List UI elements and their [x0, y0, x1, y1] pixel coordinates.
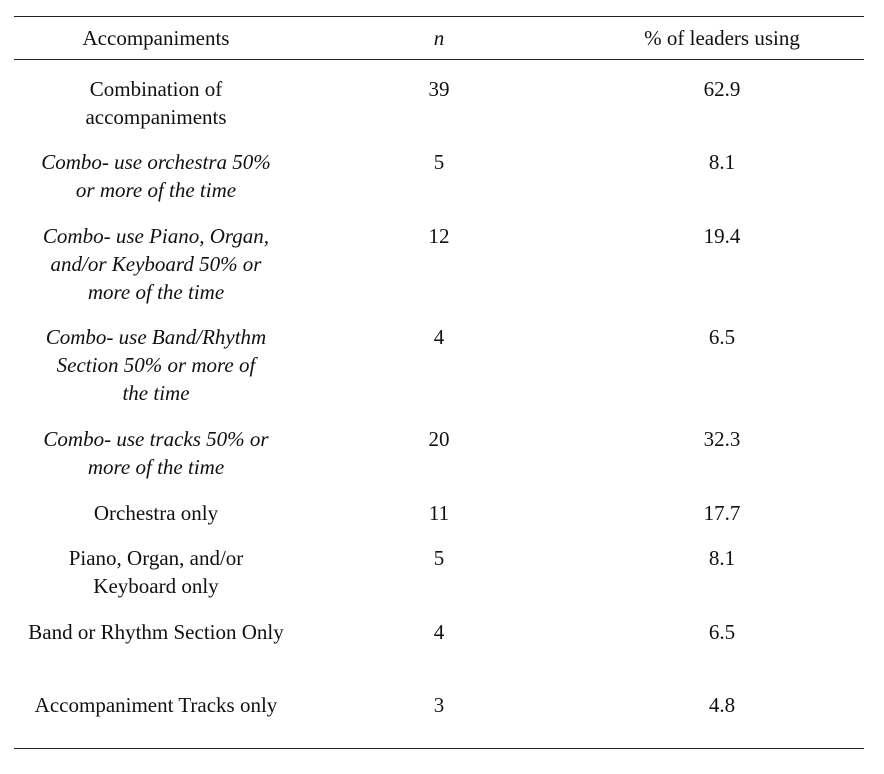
- row-percent: 4.8: [580, 676, 864, 749]
- table-row: [14, 603, 864, 676]
- row-label: Combo- use Band/Rhythm Section 50% or more of the time: [45, 324, 267, 405]
- row-n: 11: [428, 500, 450, 525]
- header-row: [14, 17, 864, 60]
- row-percent: 8.1: [708, 545, 736, 570]
- table-row: [14, 60, 864, 133]
- row-percent: 6.5: [708, 324, 736, 349]
- row-n: 12: [428, 223, 450, 248]
- row-n: 5: [433, 149, 445, 174]
- table-row: [14, 308, 864, 410]
- row-n: 4: [433, 619, 445, 644]
- row-percent: 32.3: [703, 426, 741, 451]
- row-percent: 6.5: [708, 619, 736, 644]
- row-percent: 19.4: [703, 223, 741, 248]
- header-percent: % of leaders using: [580, 17, 864, 60]
- row-percent: 62.9: [703, 77, 741, 101]
- table-row: [14, 484, 864, 529]
- table-row: [14, 676, 864, 749]
- table-row: [14, 410, 864, 484]
- row-label: Combination of accompaniments: [85, 77, 227, 129]
- row-label: Band or Rhythm Section Only: [28, 619, 284, 644]
- header-accompaniments: Accompaniments: [14, 17, 298, 60]
- table-row: [14, 133, 864, 207]
- row-n: 3: [298, 676, 580, 749]
- row-label: Orchestra only: [93, 500, 219, 525]
- row-n: 39: [428, 77, 450, 101]
- row-n: 5: [433, 545, 445, 570]
- row-label: Combo- use tracks 50% or more of the time: [43, 426, 269, 479]
- row-percent: 8.1: [708, 149, 736, 174]
- row-label: Combo- use Piano, Organ, and/or Keyboard 50% or more of the time: [42, 223, 270, 304]
- table-row: [14, 207, 864, 308]
- row-label: Combo- use orchestra 50% or more of the time: [41, 149, 271, 202]
- accompaniments-table: [14, 16, 864, 749]
- row-percent: 17.7: [703, 500, 741, 525]
- table-row: [14, 529, 864, 603]
- row-label: Accompaniment Tracks only: [14, 676, 298, 749]
- row-n: 4: [433, 324, 445, 349]
- accompaniments-table-container: [14, 16, 864, 749]
- row-label: Piano, Organ, and/or Keyboard only: [68, 545, 244, 598]
- header-n: n: [298, 17, 580, 60]
- row-n: 20: [428, 426, 450, 451]
